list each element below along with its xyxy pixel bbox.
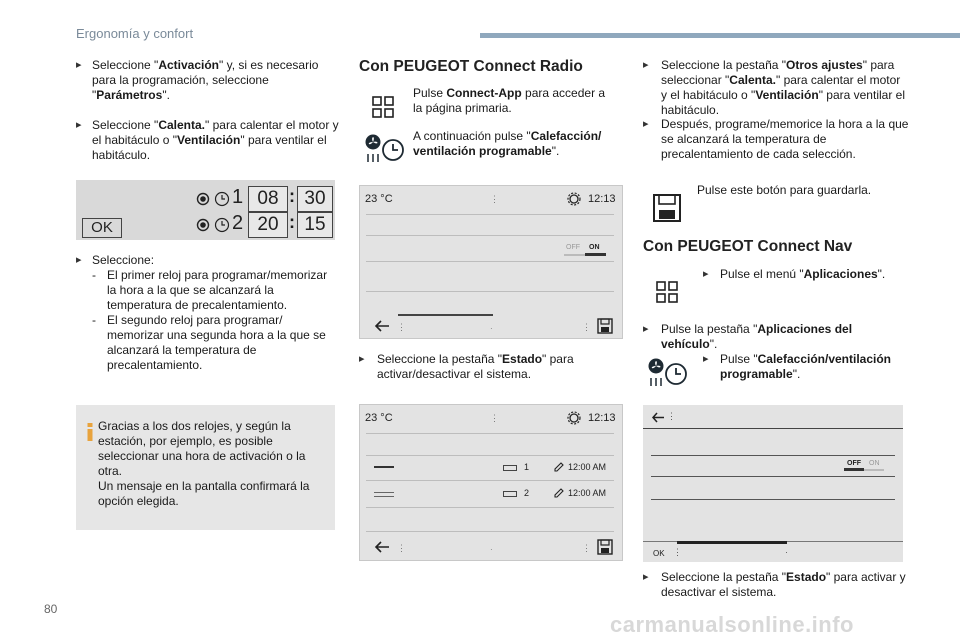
minute-field-1[interactable]: 30 xyxy=(297,186,333,212)
separator-dots: ⋮ xyxy=(397,322,406,332)
save-icon xyxy=(652,193,682,223)
clock-number-2: 2 xyxy=(232,212,244,234)
select-intro: Seleccione: xyxy=(92,253,155,267)
timer-time-2: 12:00 AM xyxy=(568,488,607,498)
separator-dot: · xyxy=(490,324,493,333)
bullet-icon: ▸ xyxy=(76,119,82,131)
clock-number-1: 1 xyxy=(232,186,244,208)
step-programmable: A continuación pulse "Calefacción/ ventilación programable". xyxy=(413,129,602,158)
row-toggle[interactable] xyxy=(503,465,517,471)
section-header: Ergonomía y confort xyxy=(76,26,194,41)
instruction-activation: Seleccione "Activación" y, si es necesario para la programación, seleccione "Parámetros". xyxy=(92,58,319,102)
bullet-icon: ▸ xyxy=(76,254,82,266)
timer-time-1: 12:00 AM xyxy=(568,462,607,472)
separator-dots: ⋮ xyxy=(397,543,406,553)
temperature-readout: 23 °C xyxy=(365,412,393,424)
section-title-nav: Con PEUGEOT Connect Nav xyxy=(643,238,853,255)
temperature-readout: 23 °C xyxy=(365,193,393,205)
separator-dots: ⋮ xyxy=(582,543,591,553)
page-number: 80 xyxy=(44,602,58,616)
step-vehicle-apps: Pulse la pestaña "Aplicaciones del vehículo". xyxy=(661,322,853,351)
separator-dots: ⋮ xyxy=(582,322,591,332)
timer-number-1: 1 xyxy=(524,462,530,472)
divider xyxy=(366,531,614,532)
section-title-radio: Con PEUGEOT Connect Radio xyxy=(359,58,583,75)
divider xyxy=(366,507,614,508)
row-indicator xyxy=(374,492,394,497)
divider xyxy=(366,455,614,456)
clock-readout: 12:13 xyxy=(588,193,616,205)
divider xyxy=(366,261,614,262)
status-screen-1 xyxy=(359,185,623,339)
divider xyxy=(651,476,895,477)
off-label: OFF xyxy=(566,244,580,251)
row-indicator-active xyxy=(374,466,394,468)
progress-bar xyxy=(398,314,493,316)
bullet-icon: ▸ xyxy=(643,323,649,335)
divider xyxy=(366,291,614,292)
on-label: ON xyxy=(869,460,880,467)
clock-readout: 12:13 xyxy=(588,412,616,424)
time-separator: : xyxy=(289,186,295,206)
bullet-icon: ▸ xyxy=(703,353,709,365)
clock-programming-screen xyxy=(76,180,335,240)
clock-icon xyxy=(214,191,230,207)
apps-grid-icon xyxy=(656,281,678,303)
fan-timer-icon xyxy=(647,358,689,388)
separator-dot: · xyxy=(785,547,788,557)
on-label: ON xyxy=(589,244,600,251)
active-tab-indicator xyxy=(677,541,787,544)
nav-status-screen xyxy=(643,405,903,562)
dash: - xyxy=(92,313,96,327)
bullet-icon: ▸ xyxy=(643,571,649,583)
divider xyxy=(366,480,614,481)
select-item-1: El primer reloj para programar/memorizar la hora a la que se alcanzará la temperatura de precalentamiento. xyxy=(107,268,328,312)
info-icon xyxy=(86,423,94,441)
step-program-time: Después, programe/memorice la hora a la que se alcanzará la temperatura de precalentamiento de cada selección. xyxy=(661,117,909,161)
step-status-tab-nav: Seleccione la pestaña "Estado" para activar y desactivar el sistema. xyxy=(661,570,906,599)
note-text: Gracias a los dos relojes, y según la estación, por ejemplo, es posible seleccionar una hora de activación o la otra. Un mensaje en la pantalla confirmará la opción elegida. xyxy=(98,419,310,508)
separator-dots: ⋮ xyxy=(490,194,499,204)
step-programmable-nav: Pulse "Calefacción/ventilación programable". xyxy=(720,352,892,381)
ok-button[interactable]: OK xyxy=(82,218,122,238)
minute-field-2[interactable]: 15 xyxy=(297,212,333,238)
save-icon[interactable] xyxy=(597,318,613,334)
toggle-knob[interactable] xyxy=(844,468,864,471)
divider xyxy=(366,433,614,434)
separator-dots: ⋮ xyxy=(667,411,676,421)
bullet-icon: ▸ xyxy=(643,59,649,71)
divider xyxy=(643,428,903,429)
row-toggle[interactable] xyxy=(503,491,517,497)
status-screen-2 xyxy=(359,404,623,561)
separator-dots: ⋮ xyxy=(490,413,499,423)
off-label: OFF xyxy=(847,460,861,467)
hour-field-1[interactable]: 08 xyxy=(248,186,288,212)
save-icon[interactable] xyxy=(597,539,613,555)
back-arrow-icon[interactable] xyxy=(374,320,390,332)
radio-selected-icon[interactable] xyxy=(196,192,210,206)
edit-pencil-icon[interactable] xyxy=(553,461,565,473)
dash: - xyxy=(92,268,96,282)
time-separator: : xyxy=(289,212,295,232)
back-arrow-icon[interactable] xyxy=(651,412,665,423)
instruction-heat-vent: Seleccione "Calenta." para calentar el motor y el habitáculo o "Ventilación" para ventilar el habitáculo. xyxy=(92,118,339,162)
select-item-2: El segundo reloj para programar/ memorizar una segunda hora a la que se alcanzará la temperatura de precalentamiento. xyxy=(107,313,326,372)
apps-grid-icon xyxy=(372,96,394,118)
gear-icon[interactable] xyxy=(567,192,581,206)
separator-dot: · xyxy=(490,545,493,554)
step-other-settings: Seleccione la pestaña "Otros ajustes" para seleccionar "Calenta." para calentar el motor y el habitáculo o "Ventilación" para ventilar el habitáculo. xyxy=(661,58,905,117)
step-apps-menu: Pulse el menú "Aplicaciones". xyxy=(720,267,886,281)
edit-pencil-icon[interactable] xyxy=(553,487,565,499)
divider xyxy=(651,499,895,500)
clock-icon xyxy=(214,217,230,233)
bullet-icon: ▸ xyxy=(643,118,649,130)
gear-icon[interactable] xyxy=(567,411,581,425)
divider xyxy=(366,214,614,215)
timer-number-2: 2 xyxy=(524,488,530,498)
bullet-icon: ▸ xyxy=(359,353,365,365)
back-arrow-icon[interactable] xyxy=(374,541,390,553)
step-connect-app: Pulse Connect-App para acceder a la página primaria. xyxy=(413,86,606,115)
fan-timer-icon xyxy=(364,134,406,164)
watermark: carmanualsonline.info xyxy=(610,612,854,637)
toggle-knob[interactable] xyxy=(585,253,606,256)
bullet-icon: ▸ xyxy=(703,268,709,280)
bullet-icon: ▸ xyxy=(76,59,82,71)
info-note xyxy=(76,405,335,530)
separator-dots: ⋮ xyxy=(673,547,682,557)
radio-selected-icon[interactable] xyxy=(196,218,210,232)
divider xyxy=(366,235,614,236)
ok-button[interactable]: OK xyxy=(653,549,665,558)
hour-field-2[interactable]: 20 xyxy=(248,212,288,238)
save-instruction: Pulse este botón para guardarla. xyxy=(697,183,872,197)
header-bar xyxy=(480,33,960,38)
step-status-tab: Seleccione la pestaña "Estado" para activar/desactivar el sistema. xyxy=(377,352,574,381)
divider xyxy=(651,455,895,456)
